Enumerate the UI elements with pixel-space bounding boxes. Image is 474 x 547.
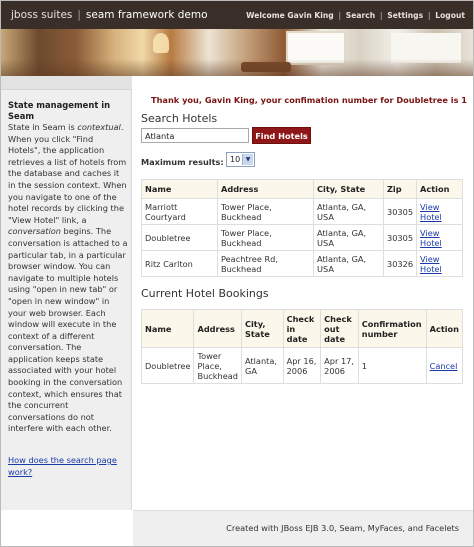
column-header: Address [194, 310, 242, 348]
cancel-booking-link[interactable]: Cancel [429, 360, 458, 371]
hotel-address: Tower Place, Buckhead [218, 199, 314, 225]
hotel-zip: 30326 [384, 251, 417, 277]
cancel-cell [426, 348, 462, 384]
nav-settings-link[interactable]: Settings [387, 11, 424, 20]
table-row [142, 348, 463, 384]
hotel-address: Peachtree Rd, Buckhead [218, 251, 314, 277]
top-bar [1, 1, 473, 29]
how-search-works-link[interactable]: How does the search page work? [8, 455, 117, 477]
table-row [142, 251, 463, 277]
hotel-name: Ritz Carlton [142, 251, 218, 277]
banner-lamp [153, 33, 169, 53]
footer [133, 510, 473, 546]
sidebar-emphasis: contextual [77, 122, 121, 132]
search-input[interactable] [141, 128, 249, 143]
brand-separator: | [77, 9, 81, 21]
view-hotel-cell [417, 199, 463, 225]
booking-name: Doubletree [142, 348, 194, 384]
hotel-banner-image [1, 29, 473, 76]
column-header: Action [426, 310, 462, 348]
hotel-city: Atlanta, GA, USA [314, 251, 384, 277]
view-hotel-cell [417, 225, 463, 251]
find-hotels-button[interactable]: Find Hotels [252, 127, 311, 144]
table-row [142, 199, 463, 225]
hotel-zip: 30305 [384, 199, 417, 225]
sidebar-text: begins. The conversation is attached to a particular tab, in a particular browser window. You can navigate to multiple hotels using "open in new tab" or "open in new window" in your web browser. Each window will execute in the context of a different conversation. The application keeps state associated with your hotel booking in the conversation context, which ensures that the concurrent conversations do not interfere with each other. [8, 226, 128, 434]
view-hotel-link[interactable]: View Hotel [420, 227, 442, 248]
max-results-label: Maximum results: [141, 157, 224, 167]
column-header: City, State [241, 310, 283, 348]
hotel-zip: 30305 [384, 225, 417, 251]
nav-search-link[interactable]: Search [345, 11, 376, 20]
sidebar-title: State management in Seam [8, 100, 111, 121]
booking-checkin: Apr 16, 2006 [283, 348, 321, 384]
footer-credits: Created with JBoss EJB 3.0, Seam, MyFaces, and Facelets [226, 523, 459, 533]
sidebar [1, 76, 132, 510]
hotel-city: Atlanta, GA, USA [314, 225, 384, 251]
table-header-row [142, 180, 463, 199]
hotel-name: Doubletree [142, 225, 218, 251]
sidebar-description [8, 122, 128, 435]
nav-separator: | [427, 11, 431, 20]
bookings-heading: Current Hotel Bookings [141, 287, 269, 300]
max-results-value: 10 [230, 155, 241, 164]
view-hotel-link[interactable]: View Hotel [420, 253, 442, 274]
hotel-city: Atlanta, GA, USA [314, 199, 384, 225]
sidebar-header-strip [1, 76, 132, 90]
column-header: Check in date [283, 310, 321, 348]
brand-suite: jboss suites [11, 9, 73, 21]
column-header: Address [218, 180, 314, 199]
nav-separator: | [379, 11, 383, 20]
search-heading: Search Hotels [141, 112, 218, 125]
nav-separator: | [338, 11, 342, 20]
banner-shade [1, 59, 473, 76]
welcome-text: Welcome Gavin King [246, 11, 334, 20]
column-header: City, State [314, 180, 384, 199]
sidebar-emphasis: conversation [8, 226, 61, 237]
column-header: Zip [384, 180, 417, 199]
top-nav [246, 11, 465, 20]
sidebar-text: . When you click "Find Hotels", the application retrieves a list of hotels from the database and caches it in the session context. When you navigate to one of the hotel records by clicking the "View Hotel" link, a [8, 122, 127, 225]
view-hotel-link[interactable]: View Hotel [420, 201, 442, 222]
hotel-address: Tower Place, Buckhead [218, 225, 314, 251]
view-hotel-cell [417, 251, 463, 277]
booking-confirmation: 1 [358, 348, 426, 384]
booking-checkout: Apr 17, 2006 [321, 348, 359, 384]
table-header-row [142, 310, 463, 348]
booking-address: Tower Place, Buckhead [194, 348, 242, 384]
bookings-table [141, 309, 463, 384]
table-row [142, 225, 463, 251]
sidebar-text: State in Seam is [8, 122, 78, 132]
booking-city: Atlanta, GA [241, 348, 283, 384]
max-results-select[interactable] [226, 152, 255, 167]
column-header: Action [417, 180, 463, 199]
brand-app: seam framework demo [85, 9, 208, 21]
confirmation-message: Thank you, Gavin King, your confimation number for Doubletree is 1 [151, 95, 467, 105]
column-header: Confirmation number [358, 310, 426, 348]
nav-logout-link[interactable]: Logout [435, 11, 465, 20]
hotel-name: Marriott Courtyard [142, 199, 218, 225]
hotels-table [141, 179, 463, 277]
brand-title [11, 9, 208, 21]
column-header: Check out date [321, 310, 359, 348]
column-header: Name [142, 180, 218, 199]
column-header: Name [142, 310, 194, 348]
chevron-down-icon: ▼ [242, 154, 253, 165]
